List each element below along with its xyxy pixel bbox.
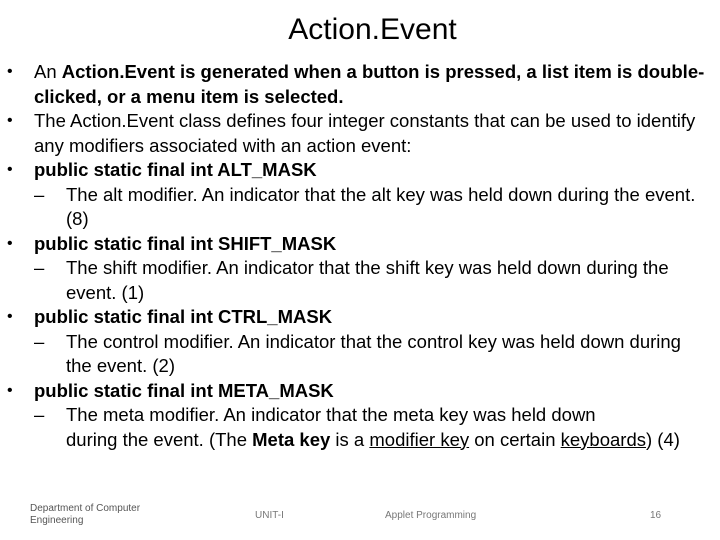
bullet-dot: • — [7, 308, 13, 325]
sub-text-part: during the event. (The — [66, 428, 253, 450]
slide-title: Action.Event — [288, 13, 457, 46]
sub-bullet-dash: – — [34, 183, 45, 205]
sub-bullet-item — [0, 403, 720, 452]
sub-bullet-text-line1: The meta modifier. An indicator that the meta key was held down — [66, 404, 596, 425]
bullet-item — [0, 379, 720, 404]
footer-page-number: 16 — [650, 510, 662, 521]
sub-bullet-item — [0, 256, 720, 305]
sub-text-part: is a — [330, 428, 370, 450]
bullet-list — [0, 60, 720, 452]
footer-unit: UNIT-I — [255, 510, 284, 521]
sub-bullet-text: The control modifier. An indicator that the control key was held down during the event. (2) — [66, 330, 681, 376]
sub-bullet-item — [0, 330, 720, 379]
sub-bullet-item — [0, 183, 720, 232]
bullet-dot: • — [7, 381, 13, 399]
sub-bullet-dash: – — [34, 257, 45, 278]
sub-bullet-dash: – — [34, 330, 45, 352]
keyboards-link[interactable]: keyboards — [560, 428, 646, 450]
meta-key-term: Meta key — [252, 428, 331, 450]
footer-topic: Applet Programming — [385, 510, 477, 521]
sub-text-part: on certain — [469, 428, 561, 450]
bullet-prefix: An — [34, 61, 62, 82]
bullet-dot: • — [7, 234, 13, 252]
bullet-dot: • — [7, 63, 13, 80]
bullet-dot: • — [7, 112, 13, 129]
bullet-bold-text: Action.Event is generated when a button is pressed, a list item is double-clicked, or a menu item is selected. — [34, 61, 705, 107]
bullet-text: public static final int SHIFT_MASK — [34, 232, 337, 254]
bullet-text: public static final int CTRL_MASK — [34, 306, 333, 327]
sub-bullet-text: The alt modifier. An indicator that the alt key was held down during the event. (8) — [66, 183, 696, 229]
sub-bullet-text-line2 — [66, 429, 680, 450]
bullet-text: public static final int ALT_MASK — [34, 159, 317, 180]
sub-bullet-dash: – — [34, 404, 45, 425]
bullet-item — [0, 232, 720, 257]
sub-text-part: ) (4) — [646, 428, 680, 450]
footer-department: Department of Computer Engineering — [30, 503, 141, 526]
bullet-text — [34, 61, 704, 107]
bullet-item — [0, 109, 720, 158]
bullet-dot: • — [7, 161, 13, 178]
bullet-text: public static final int META_MASK — [34, 379, 334, 401]
bullet-item — [0, 60, 720, 109]
bullet-text: The Action.Event class defines four integer constants that can be used to identify any modifiers associated with an action event: — [34, 110, 696, 156]
sub-bullet-text: The shift modifier. An indicator that the shift key was held down during the event. (1) — [66, 257, 669, 303]
bullet-item — [0, 305, 720, 330]
modifier-key-link[interactable]: modifier key — [369, 428, 470, 450]
bullet-item — [0, 158, 720, 183]
